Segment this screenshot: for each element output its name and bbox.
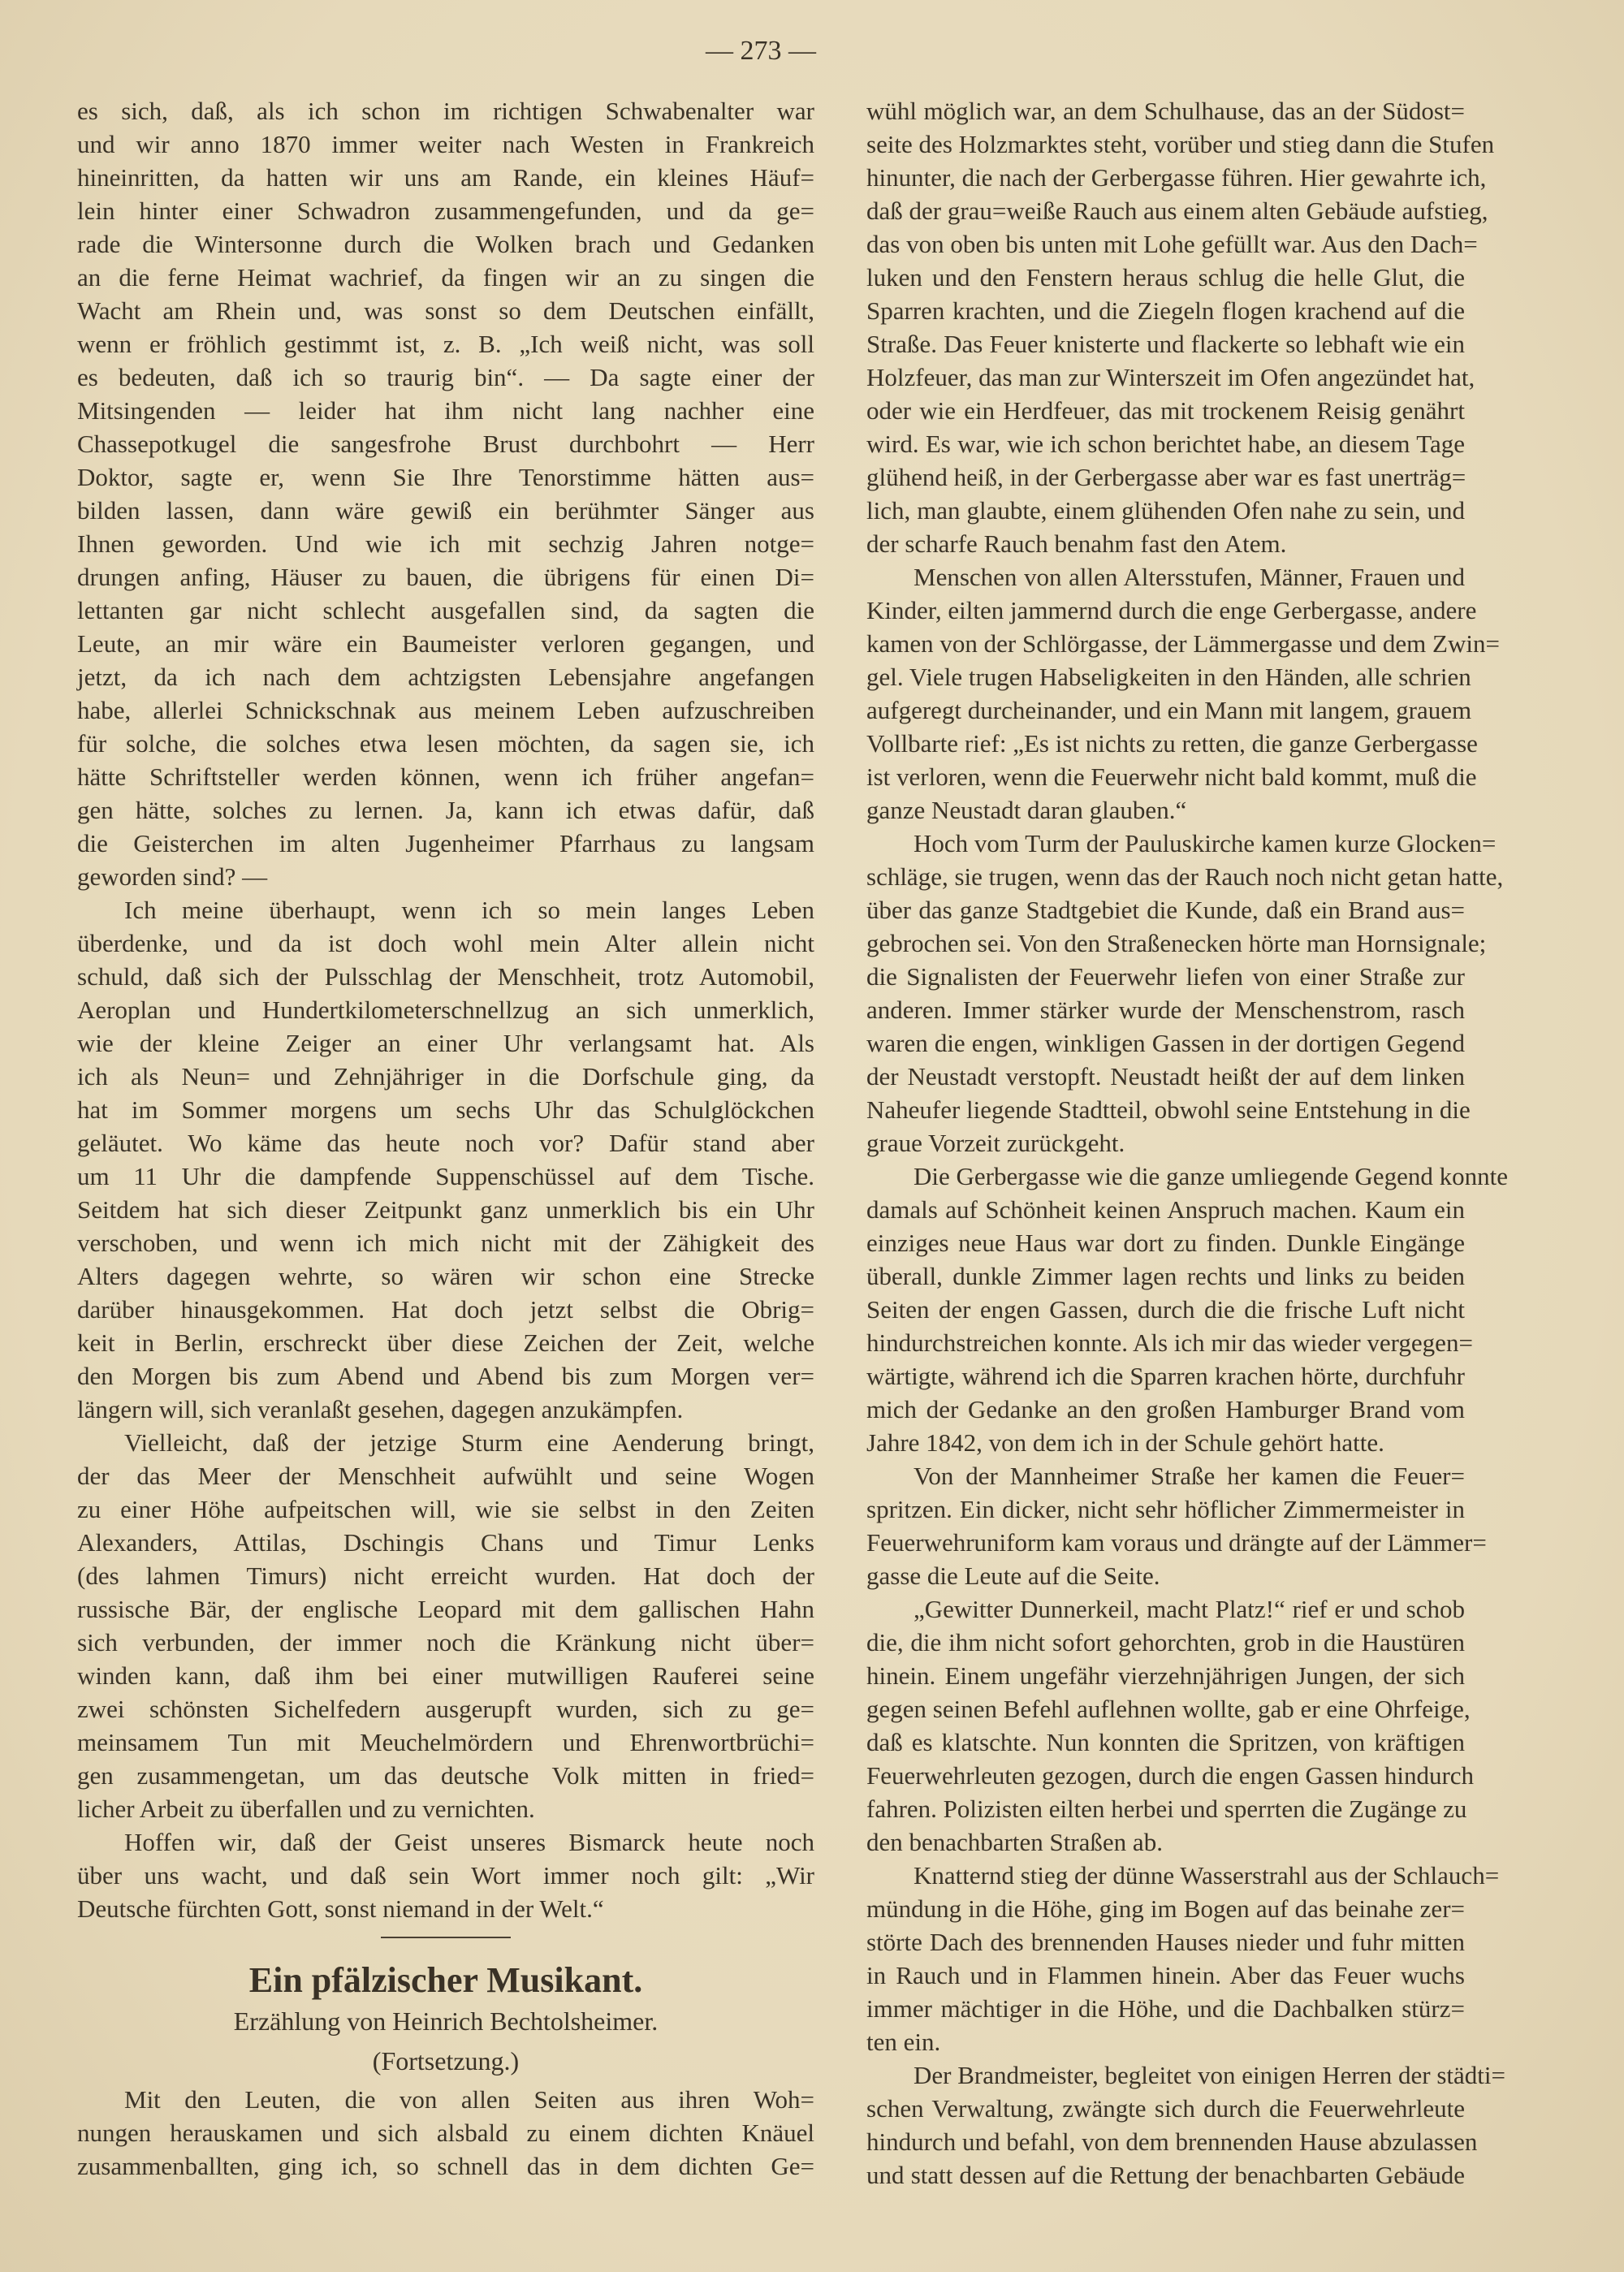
text-line: den Morgen bis zum Abend und Abend bis zum Morgen ver=: [77, 1362, 814, 1390]
text-line: rade die Wintersonne durch die Wolken brach und Gedanken: [77, 230, 814, 258]
text-line: keit in Berlin, erschreckt über diese Zeichen der Zeit, welche: [77, 1328, 814, 1357]
text-line: der scharfe Rauch benahm fast den Atem.: [866, 529, 1287, 558]
text-line: ten ein.: [866, 2028, 941, 2056]
text-line: Vollbarte rief: „Es ist nichts zu retten, die ganze Gerbergasse: [866, 729, 1478, 758]
paragraph: [866, 827, 1504, 1160]
text-line: schen Verwaltung, zwängte sich durch die Feuerwehrleute: [866, 2094, 1465, 2123]
text-line: „Gewitter Dunnerkeil, macht Platz!“ rief er und schob: [914, 1595, 1465, 1623]
text-line: Doktor, sagte er, wenn Sie Ihre Tenorstimme hätten aus=: [77, 463, 814, 491]
text-line: um 11 Uhr die dampfende Suppenschüssel auf dem Tische.: [77, 1162, 814, 1190]
text-line: Chassepotkugel die sangesfrohe Brust durchbohrt — Herr: [77, 430, 814, 458]
text-line: (des lahmen Timurs) nicht erreicht wurden. Hat doch der: [77, 1561, 814, 1590]
text-line: Vielleicht, daß der jetzige Sturm eine Aenderung bringt,: [124, 1428, 814, 1457]
text-line: seite des Holzmarktes steht, vorüber und stieg dann die Stufen: [866, 130, 1495, 158]
paragraph: [866, 1592, 1475, 1859]
text-line: gebrochen sei. Von den Straßenecken hörte man Hornsignale;: [866, 929, 1487, 957]
text-line: Mit den Leuten, die von allen Seiten aus ihren Woh=: [124, 2085, 814, 2114]
paragraph: [77, 1426, 814, 1825]
text-line: wühl möglich war, an dem Schulhause, das an der Südost=: [866, 97, 1465, 125]
text-line: Seiten der engen Gassen, durch die die frische Luft nicht: [866, 1295, 1465, 1324]
text-line: und wir anno 1870 immer weiter nach Westen in Frankreich: [77, 130, 814, 158]
text-line: sich verbunden, der immer noch die Kränkung nicht über=: [77, 1628, 814, 1656]
text-line: immer mächtiger in die Höhe, und die Dachbalken stürz=: [866, 1994, 1465, 2023]
text-line: überall, dunkle Zimmer lagen rechts und links zu beiden: [866, 1262, 1465, 1290]
paragraph: [866, 94, 1495, 560]
text-line: gegen seinen Befehl auflehnen wollte, gab er eine Ohrfeige,: [866, 1695, 1471, 1723]
text-line: an die ferne Heimat wachrief, da fingen wir an zu singen die: [77, 263, 814, 292]
text-line: den benachbarten Straßen ab.: [866, 1828, 1163, 1856]
left-column-text: [77, 94, 814, 1925]
text-line: russische Bär, der englische Leopard mit dem gallischen Hahn: [77, 1595, 814, 1623]
paragraph: [77, 1825, 814, 1925]
text-line: Hoch vom Turm der Pauluskirche kamen kurze Glocken=: [914, 829, 1497, 857]
text-line: Knatternd stieg der dünne Wasserstrahl aus der Schlauch=: [914, 1861, 1500, 1890]
paragraph: [866, 1859, 1500, 2058]
text-line: Alters dagegen wehrte, so wären wir schon eine Strecke: [77, 1262, 814, 1290]
text-line: habe, allerlei Schnickschnak aus meinem Leben aufzuschreiben: [77, 696, 814, 724]
text-line: spritzen. Ein dicker, nicht sehr höflicher Zimmermeister in: [866, 1495, 1465, 1523]
text-line: verschoben, und wenn ich mich nicht mit der Zähigkeit des: [77, 1229, 814, 1257]
text-line: daß der grau=weiße Rauch aus einem alten Gebäude aufstieg,: [866, 197, 1488, 225]
story-heading: [77, 1937, 814, 2081]
text-line: hindurch und befahl, von dem brennenden Hause abzulassen: [866, 2127, 1478, 2156]
left-column: [77, 94, 814, 2183]
text-line: hindurchstreichen konnte. Als ich mir das wieder vergegen=: [866, 1328, 1473, 1357]
text-line: graue Vorzeit zurückgeht.: [866, 1129, 1125, 1157]
text-line: bilden lassen, dann wäre gewiß ein berühmter Sänger aus: [77, 496, 814, 525]
text-line: Menschen von allen Altersstufen, Männer, Frauen und: [914, 563, 1465, 591]
right-column: [866, 94, 1508, 2192]
text-line: die Geisterchen im alten Jugenheimer Pfarrhaus zu langsam: [77, 829, 814, 857]
text-line: Kinder, eilten jammernd durch die enge Gerbergasse, andere: [866, 596, 1477, 624]
text-line: die Signalisten der Feuerwehr liefen von einer Straße zur: [866, 962, 1465, 991]
text-line: Mitsingenden — leider hat ihm nicht lang nachher eine: [77, 396, 814, 425]
story-text: [77, 2083, 814, 2183]
paragraph: [77, 2083, 814, 2183]
text-line: ganze Neustadt daran glauben.“: [866, 796, 1187, 824]
text-line: längern will, sich veranlaßt gesehen, dagegen anzukämpfen.: [77, 1395, 684, 1423]
text-line: hat im Sommer morgens um sechs Uhr das Schulglöckchen: [77, 1095, 814, 1124]
paragraph: [866, 1459, 1487, 1592]
text-line: über das ganze Stadtgebiet die Kunde, daß ein Brand aus=: [866, 896, 1465, 924]
text-line: jetzt, da ich nach dem achtzigsten Lebensjahre angefangen: [77, 663, 814, 691]
text-line: glühend heiß, in der Gerbergasse aber war es fast unerträg=: [866, 463, 1466, 491]
text-line: anderen. Immer stärker wurde der Menschenstrom, rasch: [866, 996, 1465, 1024]
text-line: meinsamem Tun mit Meuchelmördern und Ehrenwortbrüchi=: [77, 1728, 814, 1756]
paragraph: [77, 94, 814, 893]
text-line: hineinritten, da hatten wir uns am Rande, ein kleines Häuf=: [77, 163, 814, 192]
text-line: überdenke, und da ist doch wohl mein Alter allein nicht: [77, 929, 814, 957]
text-line: Ich meine überhaupt, wenn ich so mein langes Leben: [124, 896, 814, 924]
text-line: es bedeuten, daß ich so traurig bin“. — Da sagte einer der: [77, 363, 814, 391]
text-line: störte Dach des brennenden Hauses nieder und fuhr mitten: [866, 1928, 1465, 1956]
text-line: Deutsche fürchten Gott, sonst niemand in der Welt.“: [77, 1894, 604, 1923]
text-line: gen hätte, solches zu lernen. Ja, kann ich etwas dafür, daß: [77, 796, 814, 824]
text-line: kamen von der Schlörgasse, der Lämmergasse und dem Zwin=: [866, 629, 1500, 658]
paragraph: [866, 2058, 1505, 2192]
page-number: — 273 —: [706, 36, 816, 66]
text-line: Leute, an mir wäre ein Baumeister verloren gegangen, und: [77, 629, 814, 658]
text-line: ich als Neun= und Zehnjähriger in die Dorfschule ging, da: [77, 1062, 814, 1091]
text-line: licher Arbeit zu überfallen und zu vernichten.: [77, 1795, 535, 1823]
text-line: waren die engen, winkligen Gassen in der dortigen Gegend: [866, 1029, 1465, 1057]
text-line: es sich, daß, als ich schon im richtigen Schwabenalter war: [77, 97, 814, 125]
text-line: lettanten gar nicht schlecht ausgefallen sind, da sagten die: [77, 596, 814, 624]
story-title: Ein pfälzischer Musikant.: [248, 1960, 643, 2000]
paragraph: [866, 560, 1500, 827]
paragraph: [866, 1160, 1508, 1459]
text-line: gasse die Leute auf die Seite.: [866, 1561, 1160, 1590]
text-line: einziges neue Haus war dort zu finden. Dunkle Eingänge: [866, 1229, 1465, 1257]
section-divider: [381, 1937, 511, 1938]
text-line: wird. Es war, wie ich schon berichtet habe, an diesem Tage: [866, 430, 1465, 458]
text-line: wärtigte, während ich die Sparren krachen hörte, durchfuhr: [866, 1362, 1465, 1390]
text-line: der das Meer der Menschheit aufwühlt und seine Wogen: [77, 1462, 814, 1490]
text-line: für solche, die solches etwa lesen möchten, da sagen sie, ich: [77, 729, 814, 758]
text-line: der Neustadt verstopft. Neustadt heißt der auf dem linken: [866, 1062, 1465, 1091]
text-line: Naheufer liegende Stadtteil, obwohl seine Entstehung in die: [866, 1095, 1471, 1124]
text-line: Die Gerbergasse wie die ganze umliegende Gegend konnte: [914, 1162, 1508, 1190]
text-line: Holzfeuer, das man zur Winterszeit im Ofen angezündet hat,: [866, 363, 1475, 391]
text-line: nungen herauskamen und sich alsbald zu einem dichten Knäuel: [77, 2119, 814, 2147]
text-line: Wacht am Rhein und, was sonst so dem Deutschen einfällt,: [77, 296, 814, 325]
text-line: fahren. Polizisten eilten herbei und sperrten die Zugänge zu: [866, 1795, 1467, 1823]
text-line: über uns wacht, und daß sein Wort immer noch gilt: „Wir: [77, 1861, 814, 1890]
text-line: lich, man glaubte, einem glühenden Ofen nahe zu sein, und: [866, 496, 1465, 525]
text-line: mich der Gedanke an den großen Hamburger Brand vom: [866, 1395, 1465, 1423]
text-line: wie der kleine Zeiger an einer Uhr verlangsamt hat. Als: [77, 1029, 814, 1057]
text-line: aufgeregt durcheinander, und ein Mann mit langem, grauem: [866, 696, 1472, 724]
text-line: oder wie ein Herdfeuer, das mit trockenem Reisig genährt: [866, 396, 1465, 425]
text-line: luken und den Fenstern heraus schlug die helle Glut, die: [866, 263, 1465, 292]
text-line: lein hinter einer Schwadron zusammengefunden, und da ge=: [77, 197, 814, 225]
text-line: winden kann, daß ihm bei einer mutwilligen Rauferei seine: [77, 1661, 814, 1690]
text-line: das von oben bis unten mit Lohe gefüllt war. Aus den Dach=: [866, 230, 1478, 258]
text-line: die, die ihm nicht sofort gehorchten, grob in die Haustüren: [866, 1628, 1465, 1656]
text-line: gel. Viele trugen Habseligkeiten in den Händen, alle schrien: [866, 663, 1471, 691]
text-line: Sparren krachten, und die Ziegeln flogen krachend auf die: [866, 296, 1465, 325]
text-line: Von der Mannheimer Straße her kamen die Feuer=: [914, 1462, 1465, 1490]
continuation-note: (Fortsetzung.): [372, 2046, 520, 2075]
text-line: zwei schönsten Sichelfedern ausgerupft wurden, sich zu ge=: [77, 1695, 814, 1723]
text-line: zu einer Höhe aufpeitschen will, wie sie selbst in den Zeiten: [77, 1495, 814, 1523]
text-line: hinunter, die nach der Gerbergasse führen. Hier gewahrte ich,: [866, 163, 1487, 192]
text-line: schläge, sie trugen, wenn das der Rauch noch nicht getan hatte,: [866, 862, 1504, 891]
text-line: wenn er fröhlich gestimmt ist, z. B. „Ich weiß nicht, was soll: [77, 330, 814, 358]
text-line: damals auf Schönheit keinen Anspruch machen. Kaum ein: [866, 1195, 1465, 1224]
text-line: gen zusammengetan, um das deutsche Volk mitten in fried=: [77, 1761, 814, 1790]
text-line: Der Brandmeister, begleitet von einigen Herren der städti=: [914, 2061, 1505, 2089]
text-line: Ihnen geworden. Und wie ich mit sechzig Jahren notge=: [77, 529, 814, 558]
text-line: Feuerwehrleuten gezogen, durch die engen Gassen hindurch: [866, 1761, 1475, 1790]
story-subtitle: Erzählung von Heinrich Bechtolsheimer.: [233, 2006, 659, 2036]
text-line: geläutet. Wo käme das heute noch vor? Dafür stand aber: [77, 1129, 814, 1157]
text-line: ist verloren, wenn die Feuerwehr nicht bald kommt, muß die: [866, 762, 1477, 791]
text-line: Straße. Das Feuer knisterte und flackerte so lebhaft wie ein: [866, 330, 1465, 358]
text-line: Jahre 1842, von dem ich in der Schule gehört hatte.: [866, 1428, 1384, 1457]
text-line: Feuerwehruniform kam voraus und drängte auf der Lämmer=: [866, 1528, 1487, 1557]
text-line: darüber hinausgekommen. Hat doch jetzt selbst die Obrig=: [77, 1295, 814, 1324]
text-line: Aeroplan und Hundertkilometerschnellzug an sich unmerklich,: [77, 996, 814, 1024]
text-line: daß es klatschte. Nun konnten die Spritzen, von kräftigen: [866, 1728, 1465, 1756]
text-line: drungen anfing, Häuser zu bauen, die übrigens für einen Di=: [77, 563, 814, 591]
text-line: zusammenballten, ging ich, so schnell das in dem dichten Ge=: [77, 2152, 814, 2180]
text-line: Hoffen wir, daß der Geist unseres Bismarck heute noch: [124, 1828, 814, 1856]
text-line: schuld, daß sich der Pulsschlag der Menschheit, trotz Automobil,: [77, 962, 814, 991]
right-column-text: [866, 94, 1508, 2192]
paragraph: [77, 893, 814, 1426]
text-line: geworden sind? —: [77, 862, 268, 891]
text-line: mündung in die Höhe, ging im Bogen auf das beinahe zer=: [866, 1894, 1465, 1923]
text-line: hätte Schriftsteller werden können, wenn ich früher angefan=: [77, 762, 814, 791]
text-line: hinein. Einem ungefähr vierzehnjährigen Jungen, der sich: [866, 1661, 1465, 1690]
text-line: in Rauch und in Flammen hinein. Aber das Feuer wuchs: [866, 1961, 1465, 1989]
text-line: Alexanders, Attilas, Dschingis Chans und Timur Lenks: [77, 1528, 814, 1557]
text-line: Seitdem hat sich dieser Zeitpunkt ganz unmerklich bis ein Uhr: [77, 1195, 814, 1224]
text-line: und statt dessen auf die Rettung der benachbarten Gebäude: [866, 2161, 1465, 2189]
